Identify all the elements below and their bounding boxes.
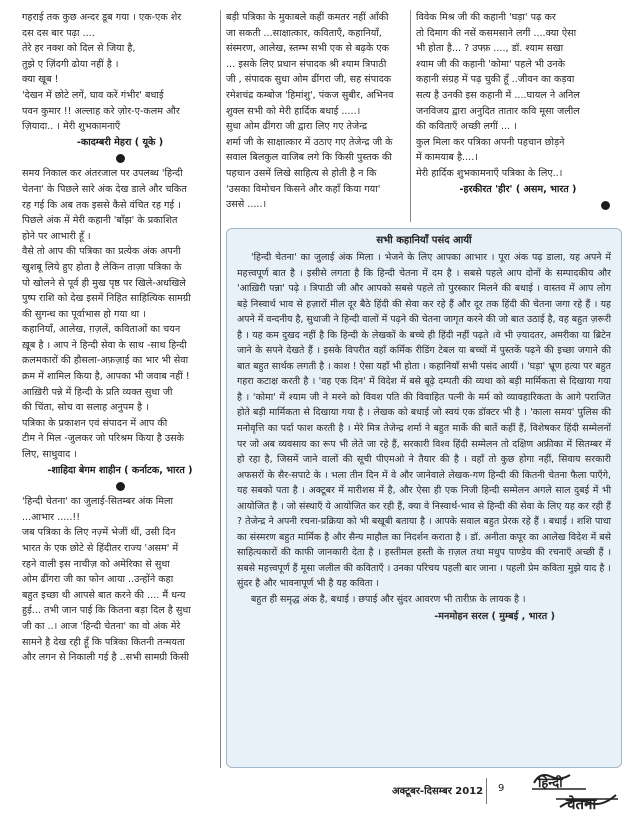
letter-line: श्याम जी की कहानी 'कोमा' पहले भी उनके [416, 58, 565, 70]
letter-line: उससे .....। [226, 199, 267, 211]
separator-dot [116, 482, 125, 491]
featured-letter-text: 'हिन्दी चेतना' का जुलाई अंक मिला । भेजने के लिए आपका आभार । पूरा अंक पढ़ डाला, यह अपने में महत्त्वपूर्ण बात है । इसीसे लगता है कि हिन्दी चेतना में दम है । सबसे पहले आप दोनों के सम्पादकीय और 'आख़िरी पन्ना' पढ़े । त्रिपाठी जी और आपको सबसे पहले तो पुरस्कार मिलने की बधाई । वास्तव में आप लोग बड़े निस्वार्थ भाव से हज़ारों मील दूर बैठे हिंदी की सेवा कर रहे हैं और दूर तक हिंदी की चेतना जगा रहे हैं । यह अपने में वन्दनीय है, सुधाजी ने हिन्दी वालों में पढ़ने की चेतना जागृत करने की जो बात उठाई है, वह बहुत ज़रूरी है । यह कम दुखद नहीं है कि हिन्दी के लेखकों के बच्चे ही हिंदी नहीं पढ़ते ।वे भी ज़्यादतर, अमरीका या ब्रिटेन जाने के सपने देखते हैं । इसके विपरीत वहाँ कर्मिक रीडिंग टेबल या बच्चों में पुस्तकें पढ़ने की इच्छा जगाने की बात बहुत सार्थक लगती है । काश ! ऐसा यहाँ भी होता । कहानियाँ सभी पसंद आयीं । 'घड़ा' भ्रूण हत्या पर बहुत गहरा कटाक्ष करती है । 'वह एक दिन' में विदेश में बसे बूढ़े दम्पती की व्यथा को बड़ी मार्मिकता से दिखाया गया है । 'कोमा' में श्याम जी ने मरने को विवश पति की विवाहित पत्नी के मर्म को व्यावहारिकता के आगे पराजित होते बड़ी मार्मिकता से दिखाया गया है । लेखक को बधाई जो स्वयं एक डॉक्टर भी है । 'काला समय' पुलिस की मनोवृत्ति का पर्दा फाश करती है । मेरे मित्र तेजेन्द्र शर्मा ने बहुत मार्के की बातें कहीं हैं, विशेषकर हिंदी सम्मेलनों पर जो अब व्यवसाय का रूप भी लेते जा रहे हैं, सरकारी विश्व हिंदी सम्मेलन तो दक्षिण अफ्रीका में सितम्बर में हो रहा है, जिसमें जाने वालों की सूची पीएमओ ने तैयार की है । वहाँ तो कुछ होगा नहीं, सिवाय सरकारी अफसरों के सैर-सपाटे के । भला तीन दिन में वे और जानेवाले लेखक-गण हिन्दी की कितनी चेतना फैला पाएँगे, यह सबको पता है । अक्टूबर में मारीशस में है, और ऐसा ही एक निजी हिन्दी सम्मेलन अगले साल दुबई में भी आयोजित है । जो संस्थाएँ ये आयोजित कर रही हैं, क्या वे निस्वार्थ-भाव से हिन्दी की सेवा के लिए यह कर रही हैं ? तेजेन्द्र ने अपनी रचना-प्रक्रिया को भी बखूबी बताया है । आपके सवाल बहुत प्रेरक रहे हैं । बधाई । शशि पाधा का संस्मरण बहुत मार्मिक है और सैन्य माहौल का निदर्शन कराता है । डॉ. अनीता कपूर का आलेख विदेश में बसे साहित्यकारों की काफी जानकारी देता है । हस्तीमल हस्ती के ग़ज़ल तथा मधुप पाण्डेय की रचनाएँ अच्छी हैं । सबसे महत्त्वपूर्ण हैं मूसा जलील की कविताएँ । उनका परिचय पहली बार जाना । पहली प्रेम कविता मुझे याद है । सुंदर है और भावनापूर्ण भी है यह कविता । [237, 252, 612, 590]
letter-line: खुशबू लिये हुए होता है लेकिन ताज़ा पत्रिका के [22, 261, 182, 273]
letter-kadambari [22, 10, 218, 150]
magazine-logo [530, 769, 620, 815]
letter-shahida [22, 166, 218, 478]
letter-line: वैसे तो आप की पत्रिका का प्रत्येक अंक अपनी [22, 246, 181, 258]
letter-signature: -हरकीरत 'हीर' ( असम, भारत ) [459, 183, 577, 195]
letter-line: की सुगन्ध का पूर्वाभास हो गया था । [22, 308, 146, 320]
column-divider [410, 10, 411, 222]
letter-line: की कविताएँ अच्छी लगीं ... । [416, 121, 517, 133]
letter-line: आख़िरी पन्ने में हिन्दी के प्रति व्यक्त सुधा जी [22, 386, 173, 398]
letter-line: भारत के एक छोटे से हिंदीतर राज्य 'असम' में [22, 543, 179, 554]
letter-signature: -शाहिदा बेगम शाहीन ( कर्नाटक, भारत ) [47, 464, 193, 476]
letter-line: जनविजय द्वारा अनुदित तातार कवि मूसा जलील [416, 105, 580, 117]
letter-line: ज़ियादा.. । मेरी शुभकामनाएँ [22, 121, 121, 133]
letter-line: ...आभार .....!! [22, 511, 81, 523]
page-number: 9 [498, 783, 505, 794]
letter-line: मेरी हार्दिक शुभकामनाएँ पत्रिका के लिए..। [416, 167, 563, 179]
column-left [22, 10, 218, 666]
featured-letter-body [237, 250, 611, 608]
letter-line: जी का ..। आज 'हिन्दी चेतना' का वो अंक मेरे [22, 620, 181, 632]
letter-line: होने पर आभारी हूँ । [22, 230, 91, 242]
separator-dot [116, 154, 125, 163]
letter-line: पिछले अंक में मेरी कहानी 'बाँझ' के प्रकाशित [22, 215, 178, 227]
letter-line: की चिंता, सोच वा सलाह अनुपम है । [22, 402, 149, 414]
letter-line: शुक्ल सभी को मेरी हार्दिक बधाई .....। [226, 105, 361, 117]
letter-line: 'हिन्दी चेतना' का जुलाई-सितम्बर अंक मिला [22, 496, 174, 508]
letter-line: बड़ी पत्रिका के मुकाबले कहीं कमतर नहीं आँकी [226, 12, 389, 23]
featured-letter-closing: बहुत ही समृद्ध अंक है, बधाई । छपाई और सुंदर आवरण भी तारीफ़ के लायक है । [251, 594, 526, 606]
letter-line: 'देखन में छोटे लगें, घाव करें गंभीर' बधाई [22, 89, 164, 101]
letter-line: रह गई कि अब तक इससे कैसे वंचित रह गई । [22, 199, 181, 211]
letter-line: चेतना' के पिछले सारे अंक देख डाले और चकित [22, 183, 187, 195]
letter-line: कुल मिला कर पत्रिका अपनी पहचान छोड़ने [416, 136, 565, 148]
letter-line: सामने है देख रही हूँ कि पत्रिका कितनी तन्मयता [22, 636, 185, 648]
letter-line: पवन कुमार !! अल्लाह करे ज़ोर-ए-कलम और [22, 105, 180, 117]
letter-line: समय निकाल कर अंतरजाल पर उपलब्ध 'हिन्दी [22, 168, 183, 180]
letter-line: लिए, साधुवाद । [22, 449, 77, 461]
letter-line: बहुत इच्छा थी आपसे बात करने की .... मैं धन्य [22, 589, 186, 601]
letter-line: ख़ूब है । आप ने हिन्दी सेवा के साथ -साथ हिन्दी [22, 339, 187, 351]
letter-line: पत्रिका के प्रकाशन एवं संपादन में आप की [22, 417, 168, 429]
separator-dot [601, 201, 610, 210]
letter-line: टीम ने मिल -जुलकर जो परिश्रम किया है उसके [22, 433, 184, 445]
letter-line: शर्मा जी के साक्षात्कार में उठाए गए तेजेन्द्र जी के [226, 136, 393, 148]
letter-line: रहने वाली इस नाचीज़ को अमेरिका से सुधा [22, 558, 170, 570]
column-middle [226, 10, 408, 213]
letter-line: पुष्प राशि को देख इसमें निहित साहित्यिक सामग्री [22, 293, 191, 305]
letter-line: विवेक मिश्र जी की कहानी 'घड़ा' पढ़ कर [416, 12, 556, 23]
letter-line: सवाल बिलकुल वाजिब लगे कि किसी पुस्तक की [226, 152, 392, 164]
poem-line: तुझे ए ज़िंदगी ढोया नहीं है । [22, 58, 119, 70]
featured-letter-title: सभी कहानियाँ पसंद आयीं [376, 235, 472, 246]
letter-line: कहानी संग्रह में पढ़ चुकी हूँ ..जीवन का कड़वा [416, 74, 575, 86]
letter-line: सुधा ओम ढींगरा जी द्वारा लिए गए तेजेन्द्र [226, 121, 368, 133]
featured-letter-signature: -मनमोहन सरल ( मुम्बई , भारत ) [434, 610, 555, 622]
letter-line: क्या खूब ! [22, 74, 59, 86]
letter-line: में कामयाब है....। [416, 152, 478, 164]
letter-line: दस दस बार पढ़ा .... [22, 27, 95, 39]
letter-line: संस्मरण, आलेख, स्तम्भ सभी एक से बढ़के एक [226, 43, 390, 55]
letter-line: और लगन से निकाली गई है ..सभी सामग्री किसी [22, 652, 189, 664]
letter-line: ... इसके लिए प्रधान संपादक श्री श्याम त्रिपाठी [226, 58, 387, 70]
letter-line: जब पत्रिका के लिए नज़्में भेजीं थीं, उसी दिन [22, 527, 176, 539]
logo-mark-icon [530, 769, 620, 811]
letter-line: कहानियाँ, आलेख, ग़ज़लें, कविताओं का चयन [22, 324, 181, 336]
letter-line: हुई... तभी जान पाई कि कितना बड़ा दिल है सुधा [22, 605, 191, 617]
letter-line: तो दिमाग की नसें कसमसाने लगीं ....क्या ऐसा [416, 27, 577, 39]
letter-line: सत्य है उनकी इस कहानी में ....घायल ने अनिल [416, 89, 580, 101]
letter-harkirat-start [22, 494, 218, 666]
letter-line: जी , संपादक सुधा ओम ढींगरा जी, सह संपादक [226, 74, 392, 86]
letter-line: पो खोलने से पूर्व ही मुख पृष्ठ पर खिले-अधखिले [22, 277, 186, 289]
letter-line: पहचान उसमें लिखे साहित्य से होती है न कि [226, 167, 377, 179]
letter-line: गहराई तक कुछ अन्दर डूब गया । एक-एक शेर [22, 12, 182, 23]
logo-text-chetna: चेतना [566, 795, 597, 811]
letter-signature: -कादम्बरी मेहरा ( यूके ) [76, 136, 164, 148]
letter-line: क़लमकारों की हौसला-अफ़ज़ाई का भार भी सेवा [22, 355, 189, 367]
poem-line: तेरे हर नक्श को दिल से जिया है, [22, 43, 136, 55]
logo-text-hindi: हिन्दी [538, 776, 563, 791]
letter-line: रमेशचंद्र कम्बोज 'हिमांशु', पंकज सुबीर, अभिनव [226, 89, 394, 101]
letter-line: भी होता है... ? उफ्फ़ ...., डॉ. श्याम सखा [416, 43, 564, 55]
letter-line: ओम ढींगरा जी का फोन आया ..उन्होंने कहा [22, 574, 174, 586]
letter-line: क्रम में शामिल किया है, आपका भी जवाब नहीं ! [22, 371, 190, 383]
column-right [416, 10, 620, 213]
letter-line: जा सकती ...साक्षात्कार, कविताएँ, कहानियाँ, [226, 27, 382, 39]
letter-line: 'उसका विमोचन किसने और कहाँ किया गया' [226, 183, 381, 195]
column-divider [220, 10, 221, 768]
featured-letter-box [226, 228, 622, 768]
issue-date: अक्टूबर-दिसम्बर 2012 [392, 786, 484, 797]
footer-divider [486, 778, 487, 804]
